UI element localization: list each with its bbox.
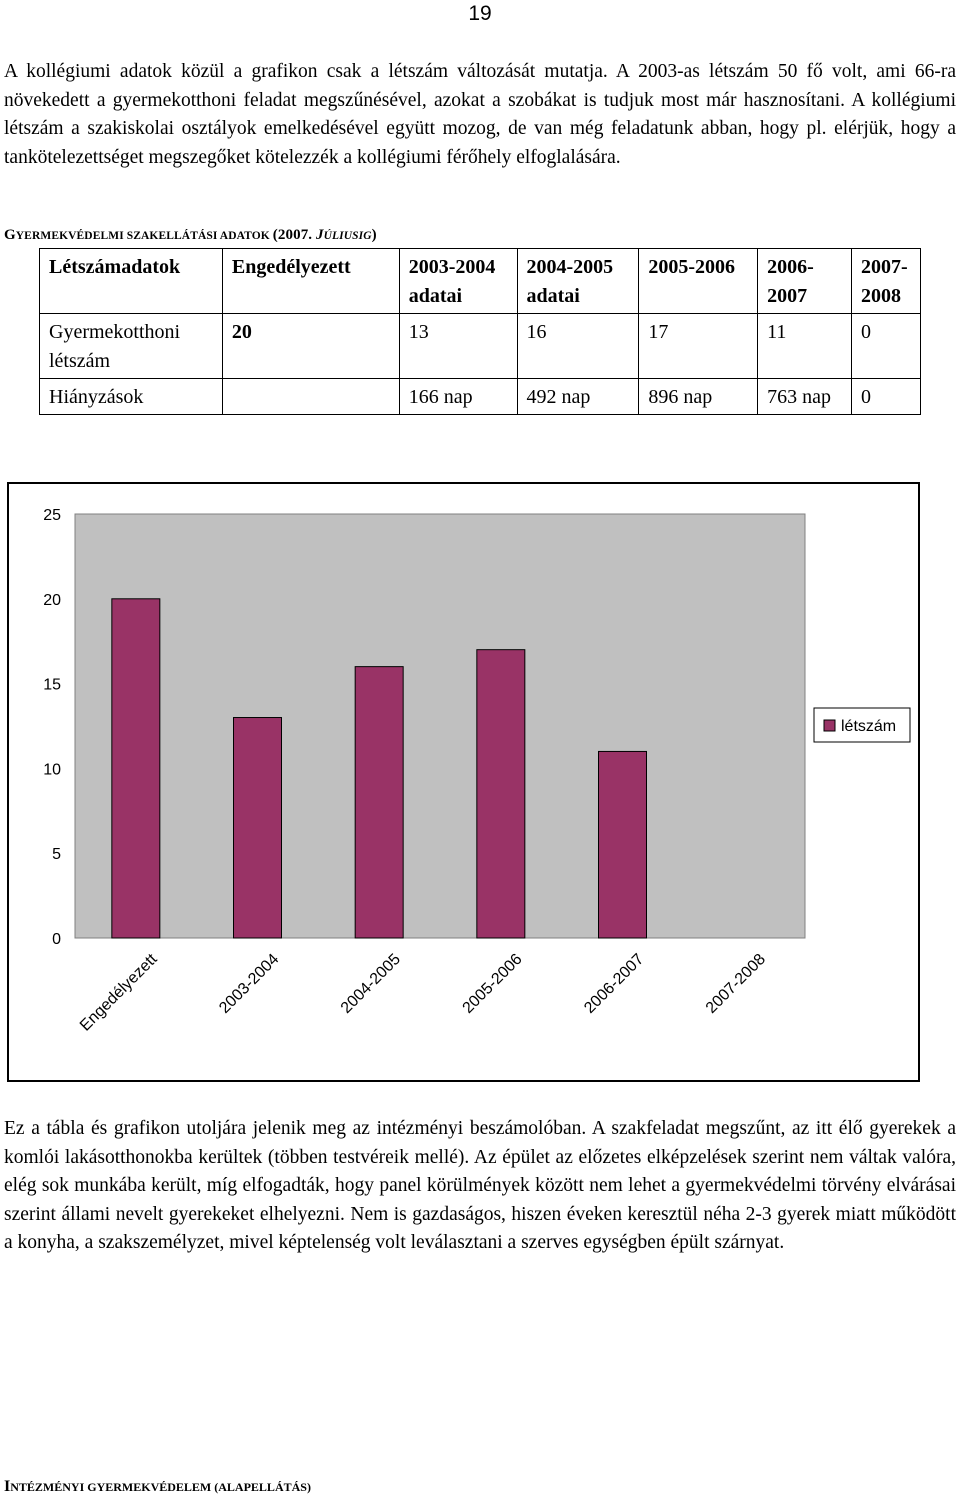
page-footer bbox=[4, 1478, 311, 1496]
footer-part: (ALAPELLÁTÁS) bbox=[214, 1480, 311, 1494]
section-heading bbox=[4, 227, 377, 244]
y-tick-label: 10 bbox=[43, 761, 61, 779]
table-cell: Gyermekotthoni létszám bbox=[40, 314, 223, 379]
table-header-cell: 2003-2004 adatai bbox=[399, 249, 517, 314]
bar-chart bbox=[7, 482, 920, 1082]
heading-part: ADATOK bbox=[219, 230, 273, 242]
bar bbox=[234, 718, 282, 938]
x-tick-label: 2007-2008 bbox=[702, 950, 769, 1017]
y-tick-label: 25 bbox=[43, 507, 61, 524]
x-tick-label: 2006-2007 bbox=[581, 950, 648, 1017]
table-header-cell: Létszámadatok bbox=[40, 249, 223, 314]
table-header-cell: 2005-2006 bbox=[639, 249, 758, 314]
heading-part: (2007. bbox=[272, 227, 316, 243]
bar bbox=[599, 751, 647, 938]
table-row bbox=[40, 379, 921, 415]
table-cell: 13 bbox=[399, 314, 517, 379]
table-cell: 20 bbox=[222, 314, 399, 379]
legend-label: létszám bbox=[841, 718, 897, 735]
table-header-cell: 2007-2008 bbox=[851, 249, 920, 314]
table-row bbox=[40, 314, 921, 379]
intro-paragraph: A kollégiumi adatok közül a grafikon csak a létszám változását mutatja. A 2003-as létszám 50 fő volt, ami 66-ra növekedett a gyermekotthoni feladat megszűnésével, azokat a szobákat is tudjuk most már hasznosítani. A kollégiumi létszám a szakiskolai osztályok emelkedésével együtt mozog, de van még feladatunk abban, hogy pl. elérjük, hogy a tankötelezettséget megszegőket kötelezzék a kollégiumi férőhely elfoglalására. bbox=[4, 61, 956, 168]
x-tick-label: 2005-2006 bbox=[459, 950, 526, 1017]
table-cell bbox=[222, 379, 399, 415]
statistics-table bbox=[39, 248, 921, 415]
table-cell: 492 nap bbox=[517, 379, 639, 415]
footer-part: NTÉZMÉNYI bbox=[10, 1480, 88, 1494]
table-cell: 11 bbox=[758, 314, 852, 379]
table-cell: 896 nap bbox=[639, 379, 758, 415]
table-cell: Hiányzások bbox=[40, 379, 223, 415]
table-cell: 16 bbox=[517, 314, 639, 379]
table-cell: 0 bbox=[851, 379, 920, 415]
table-header-row bbox=[40, 249, 921, 314]
heading-part: J bbox=[316, 227, 324, 243]
bar bbox=[477, 650, 525, 938]
plot-area bbox=[75, 514, 805, 938]
table-cell: 17 bbox=[639, 314, 758, 379]
table-header-cell: 2004-2005 adatai bbox=[517, 249, 639, 314]
y-tick-label: 20 bbox=[43, 591, 61, 609]
y-tick-label: 5 bbox=[52, 846, 61, 864]
heading-part: SZAKELLÁTÁSI bbox=[126, 230, 220, 242]
bar bbox=[355, 667, 403, 938]
x-tick-label: Engedélyezett bbox=[76, 950, 161, 1035]
table-header-cell: 2006-2007 bbox=[758, 249, 852, 314]
footer-part: GYERMEKVÉDELEM bbox=[87, 1480, 215, 1494]
page-number: 19 bbox=[468, 2, 492, 25]
footer-part: I bbox=[4, 1478, 11, 1495]
table-cell: 166 nap bbox=[399, 379, 517, 415]
heading-part: ÚLIUSIG bbox=[323, 230, 372, 242]
x-tick-label: 2004-2005 bbox=[337, 950, 404, 1017]
table-header-cell: Engedélyezett bbox=[222, 249, 399, 314]
x-tick-label: 2003-2004 bbox=[216, 950, 283, 1017]
closing-paragraph: Ez a tábla és grafikon utoljára jelenik meg az intézményi beszámolóban. A szakfeladat megszűnt, az itt élő gyerekek a komlói lakásotthonokba kerültek (többen testvéreik mellé). Az épület az előzetes elképzelések szerint nem váltak valóra, elég sok munkába került, míg elfogadták, hogy panel körülmények között nem lehet a gyermekvédelmi törvény elvárásai szerint állami nevelt gyerekeket elhelyezni. Nem is gazdaságos, hiszen éveken keresztül néha 2-3 gyerek miatt működött a konyha, a szakszemélyzet, mivel képtelenség volt leválasztani a szerves egységben épült szárnyat. bbox=[4, 1118, 956, 1253]
heading-part: YERMEKVÉDELMI bbox=[15, 230, 127, 242]
bar bbox=[112, 599, 160, 938]
heading-part: ) bbox=[371, 227, 377, 243]
heading-part: G bbox=[4, 227, 16, 243]
table-cell: 763 nap bbox=[758, 379, 852, 415]
bar-chart-svg bbox=[9, 484, 918, 1080]
table-cell: 0 bbox=[851, 314, 920, 379]
y-tick-label: 15 bbox=[43, 676, 61, 694]
legend-swatch bbox=[824, 720, 835, 731]
y-tick-label: 0 bbox=[52, 931, 61, 948]
